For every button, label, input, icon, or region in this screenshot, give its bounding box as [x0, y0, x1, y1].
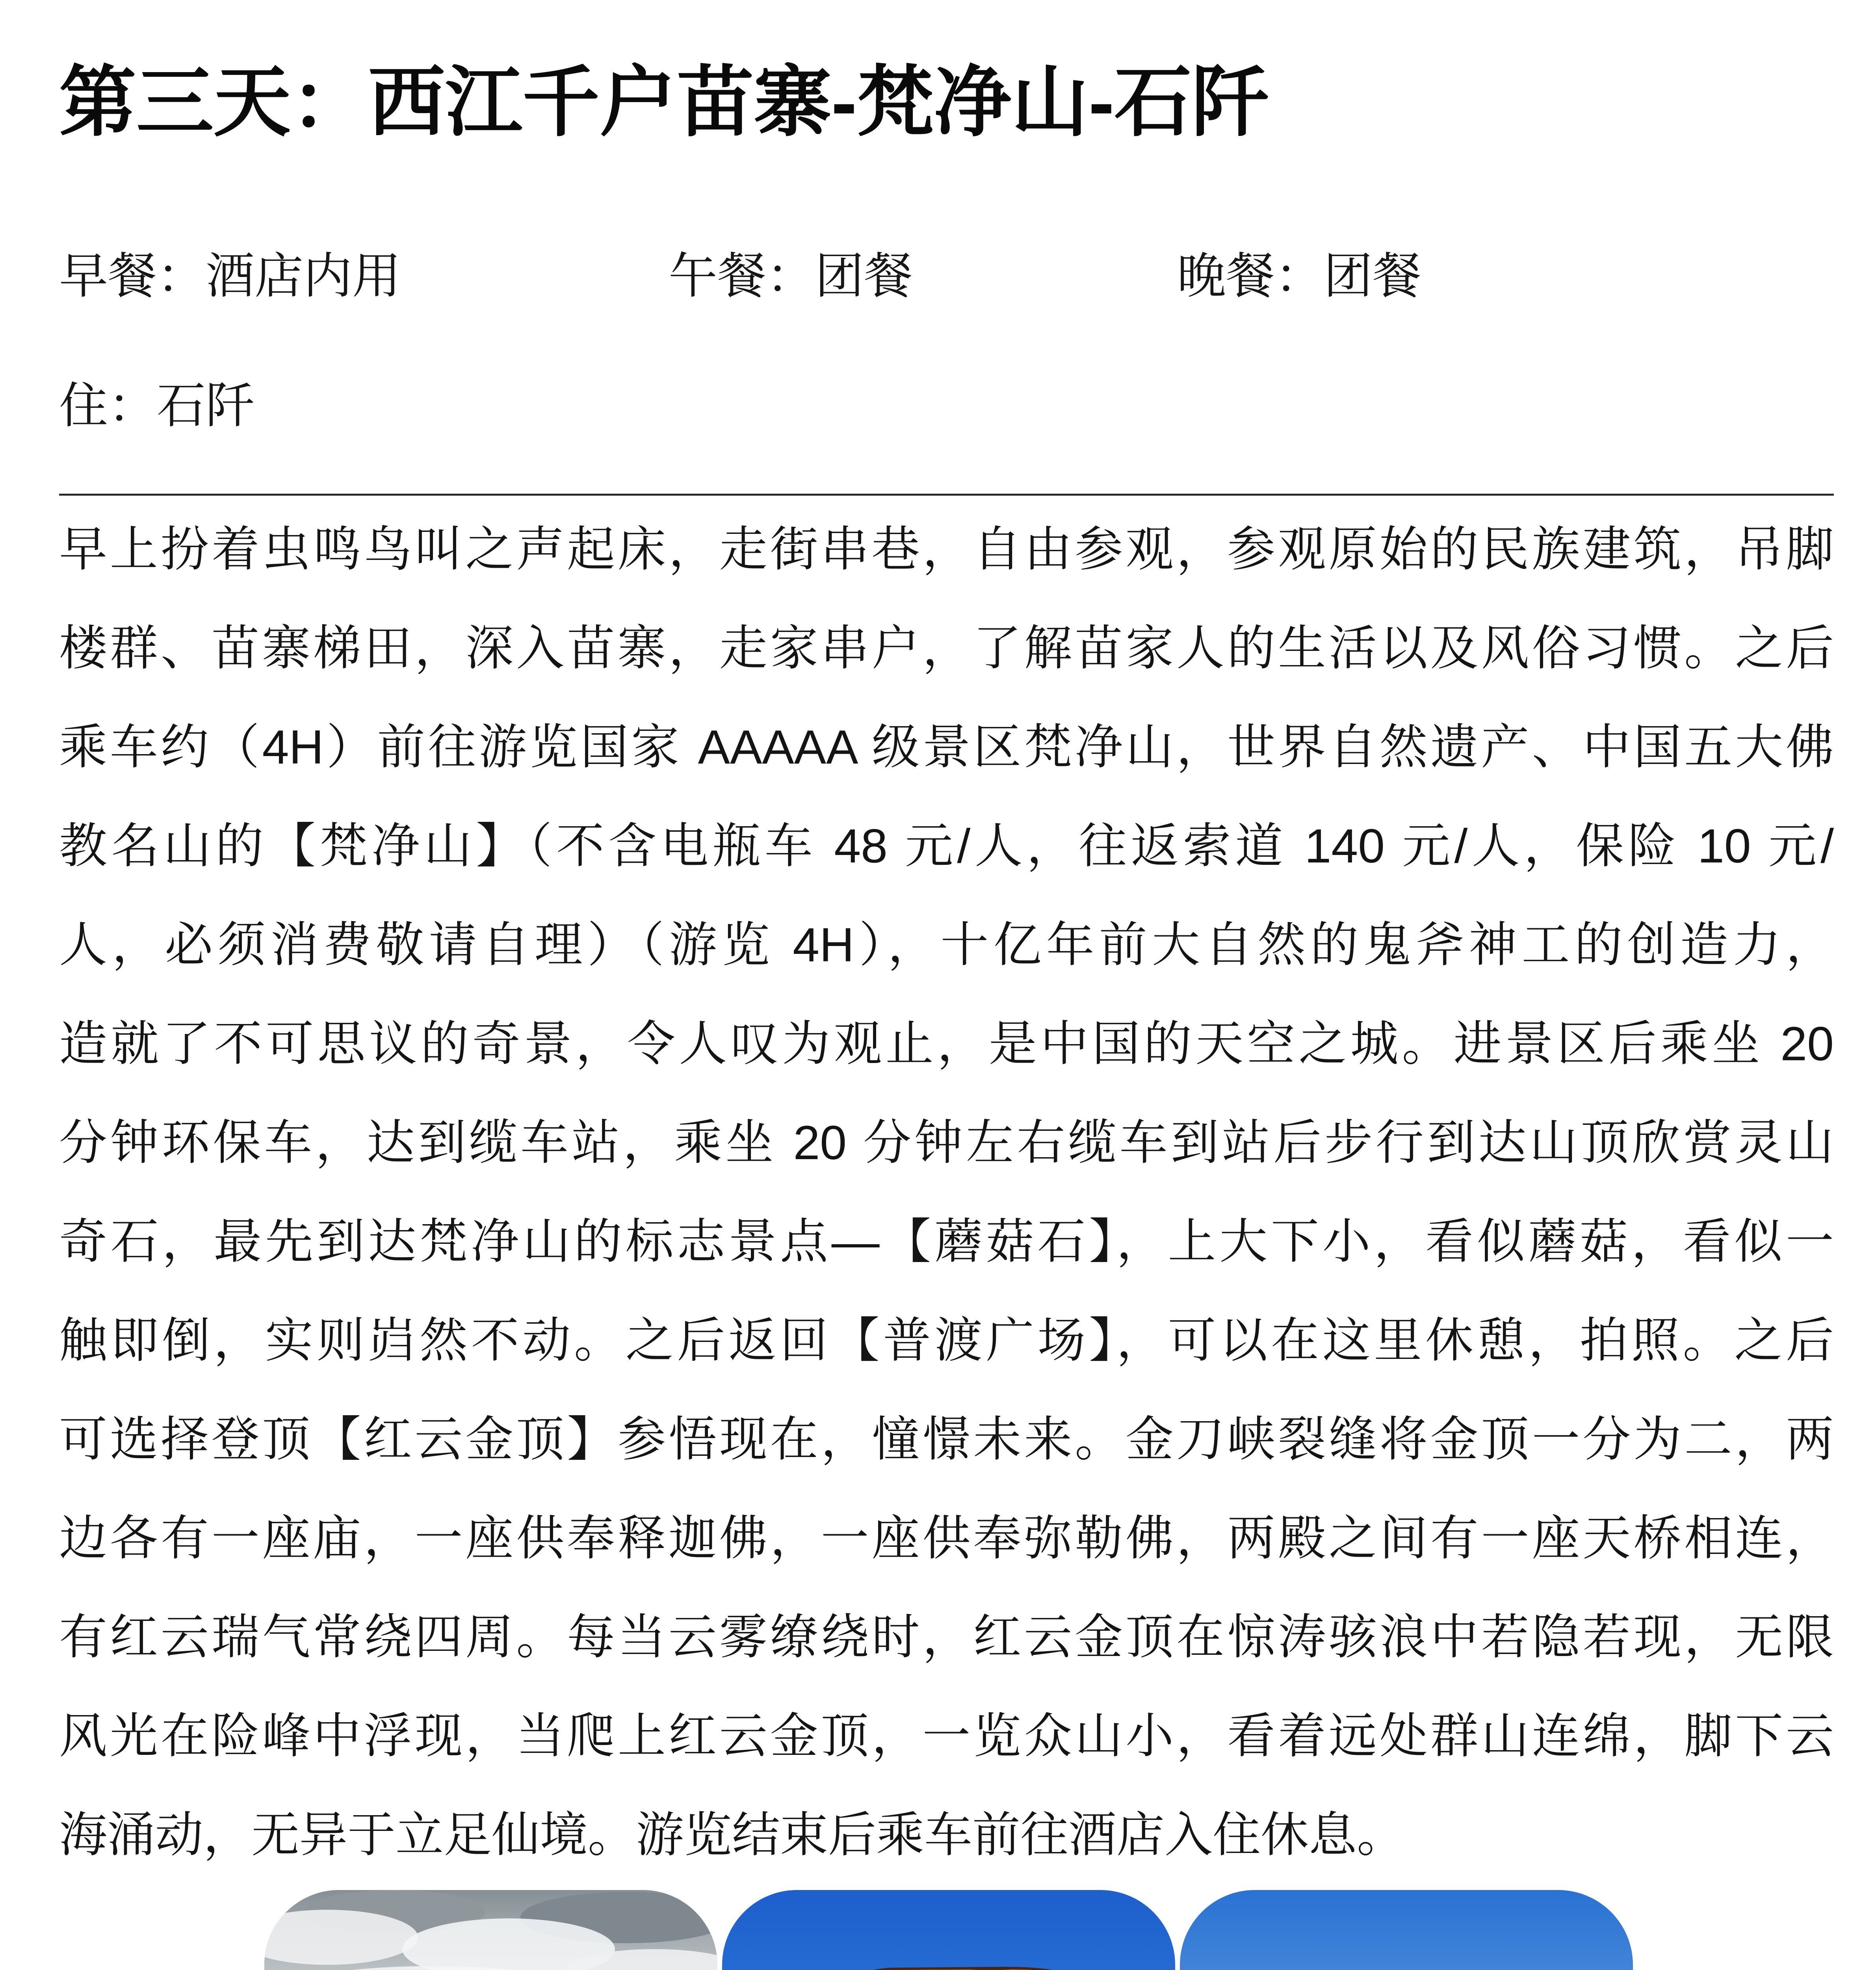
meal-breakfast: 早餐：酒店内用 [59, 249, 401, 303]
day3-title: 第三天：西江千户苗寨-梵净山-石阡 [59, 59, 1269, 145]
meal-lunch: 午餐：团餐 [669, 249, 913, 303]
description-line: 人，必须消费敬请自理）（游览 4H），十亿年前大自然的鬼斧神工的创造力， [59, 918, 1834, 972]
description-line: 风光在险峰中浮现，当爬上红云金顶，一览众山小，看着远处群山连绵，脚下云 [59, 1709, 1834, 1763]
description-line: 造就了不可思议的奇景，令人叹为观止，是中国的天空之城。进景区后乘坐 20 [59, 1017, 1834, 1070]
day3-description [59, 500, 1834, 1885]
sky [1180, 1890, 1633, 1970]
photo-miao-village [264, 1890, 717, 1970]
village-illustration [264, 1890, 717, 1970]
description-line: 有红云瑞气常绕四周。每当云雾缭绕时，红云金顶在惊涛骇浪中若隐若现，无限 [59, 1610, 1834, 1664]
description-line: 分钟环保车，达到缆车站，乘坐 20 分钟左右缆车到站后步行到达山顶欣赏灵山 [59, 1116, 1834, 1169]
photo-gallery [264, 1890, 1633, 1970]
description-line: 早上扮着虫鸣鸟叫之声起床，走街串巷，自由参观，参观原始的民族建筑，吊脚 [59, 522, 1834, 576]
description-line: 乘车约（4H）前往游览国家 AAAAA 级景区梵净山，世界自然遗产、中国五大佛 [59, 720, 1834, 774]
golden-summit-illustration [1180, 1890, 1633, 1970]
description-line: 可选择登顶【红云金顶】参悟现在，憧憬未来。金刀峡裂缝将金顶一分为二，两 [59, 1412, 1834, 1466]
section-divider [59, 494, 1834, 496]
description-line: 奇石，最先到达梵净山的标志景点—【蘑菇石】，上大下小，看似蘑菇，看似一 [59, 1215, 1834, 1268]
photo-golden-summit [1180, 1890, 1633, 1970]
description-line: 教名山的【梵净山】（不含电瓶车 48 元/人，往返索道 140 元/人，保险 10 元/ [59, 819, 1834, 873]
description-line: 楼群、苗寨梯田，深入苗寨，走家串户，了解苗家人的生活以及风俗习惯。之后 [59, 621, 1834, 675]
accommodation: 住：石阡 [59, 379, 255, 433]
meal-dinner: 晚餐：团餐 [1177, 249, 1422, 303]
description-line: 边各有一座庙，一座供奉释迦佛，一座供奉弥勒佛，两殿之间有一座天桥相连， [59, 1511, 1834, 1565]
description-line: 海涌动，无异于立足仙境。游览结束后乘车前往酒店入住休息。 [59, 1808, 1405, 1862]
mushroom-rock-illustration [722, 1890, 1175, 1970]
blue-sky [722, 1890, 1175, 1970]
description-line: 触即倒，实则岿然不动。之后返回【普渡广场】，可以在这里休憩，拍照。之后 [59, 1314, 1834, 1367]
photo-mushroom-rock [722, 1890, 1175, 1970]
